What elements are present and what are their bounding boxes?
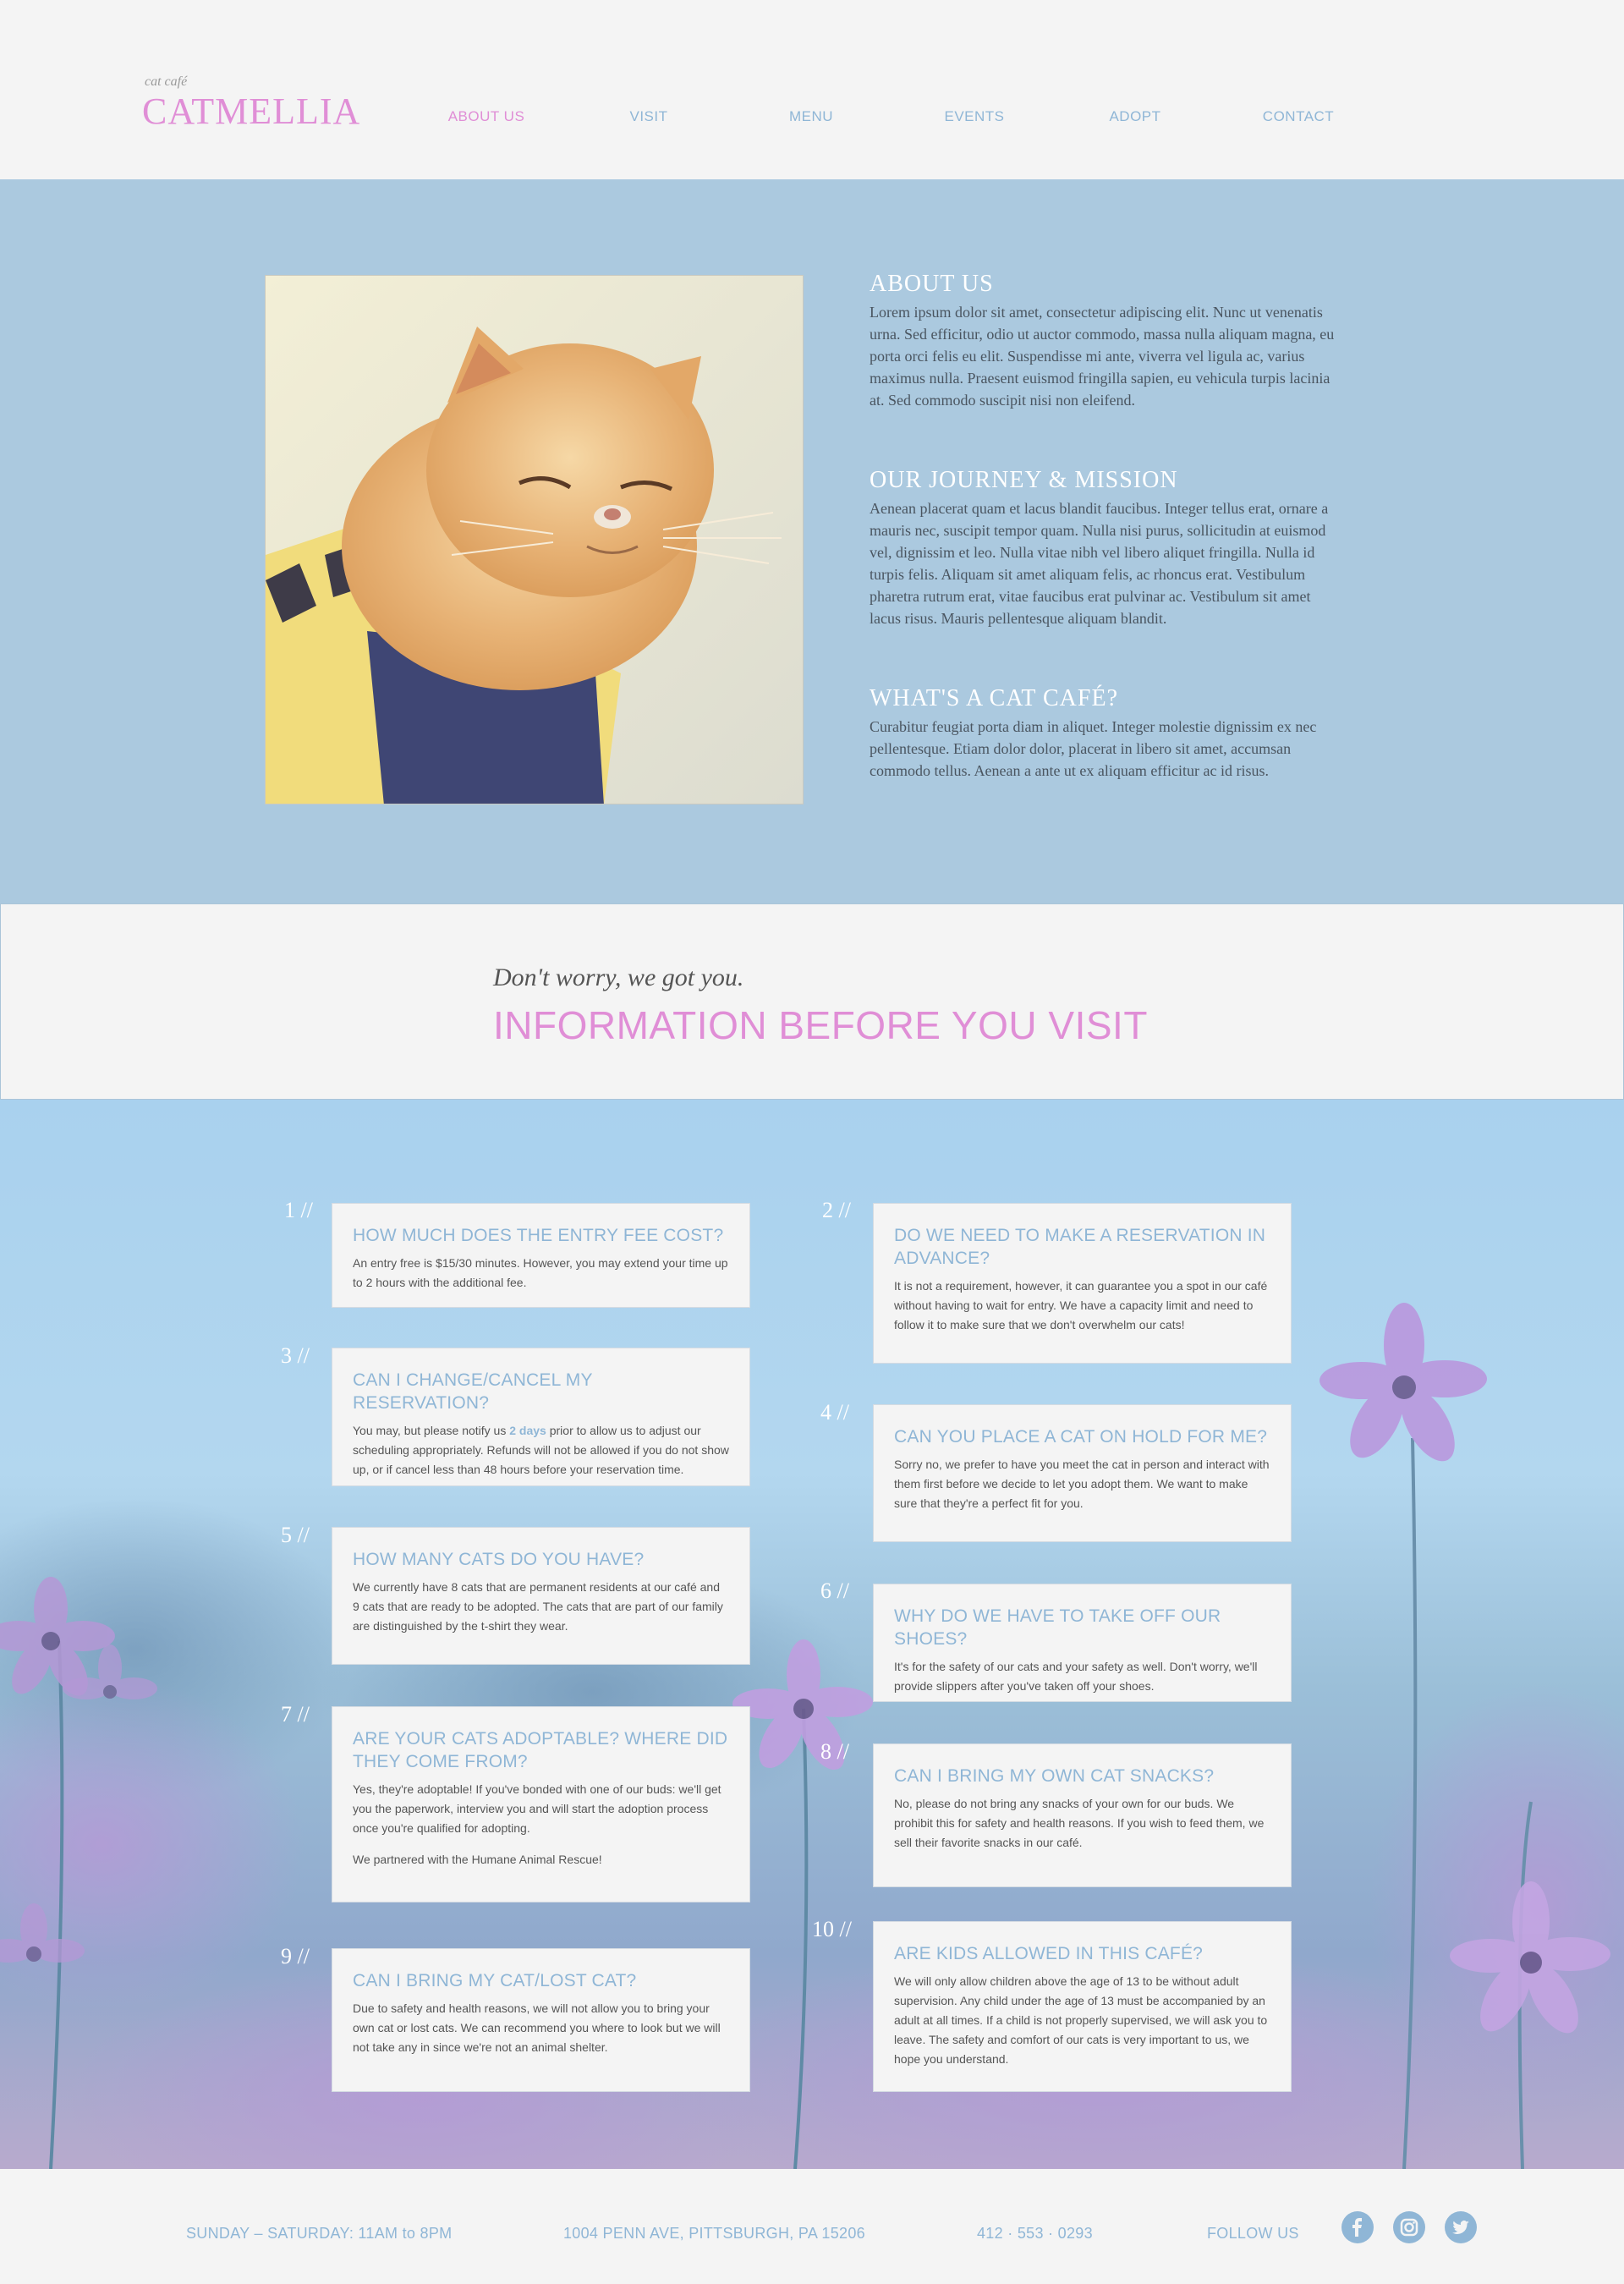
cat-cafe-text: Curabitur feugiat porta diam in aliquet. Integer molestie dignissim ex nec pellentesque. Etiam dolor dolor, placerat in libero sit amet, accumsan commodo tellus. Aenean a ante ut ex aliquam efficitur ac id risus. <box>870 718 1317 779</box>
nav-about-us[interactable]: ABOUT US <box>447 108 525 124</box>
twitter-icon[interactable] <box>1445 2211 1477 2243</box>
site-header <box>0 0 1624 179</box>
faq-question: CAN I BRING MY OWN CAT SNACKS? <box>894 1766 1215 1786</box>
highlight-text: 2 days <box>509 1424 546 1437</box>
faq-question: CAN I CHANGE/CANCEL MY RESERVATION? <box>353 1370 593 1413</box>
footer-phone[interactable]: 412 · 553 · 0293 <box>977 2225 1093 2242</box>
faq-question: CAN YOU PLACE A CAT ON HOLD FOR ME? <box>894 1427 1268 1447</box>
faq-answer <box>353 1421 729 1480</box>
faq-answer: No, please do not bring any snacks of your own for our buds. We prohibit this for safety and health reasons. If you wish to feed them, we sell their favorite snacks in our café. <box>894 1797 1265 1849</box>
faq-number-4: 4 // <box>820 1400 849 1425</box>
about-us-block <box>870 271 1335 411</box>
instagram-icon[interactable] <box>1393 2211 1425 2243</box>
faq-number-6: 6 // <box>820 1578 849 1603</box>
faq-card <box>332 1203 750 1308</box>
info-subtitle: Don't worry, we got you. <box>493 964 744 991</box>
faq-answer-note: We partnered with the Humane Animal Rescue! <box>353 1853 602 1866</box>
faq-number-3: 3 // <box>281 1343 310 1368</box>
nav-contact[interactable]: CONTACT <box>1262 108 1335 124</box>
faq-answer: An entry free is $15/30 minutes. However, you may extend your time up to 2 hours with the additional fee. <box>353 1256 728 1289</box>
faq-card <box>873 1584 1292 1702</box>
faq-card <box>332 1348 750 1486</box>
faq-card <box>873 1404 1292 1542</box>
faq-number-10: 10 // <box>812 1917 852 1941</box>
faq-answer: We will only allow children above the age of 13 to be without adult supervision. Any child under the age of 13 must be accompanied by an adult at all times. If a child is not properly supervised, we will ask you to leave. The safety and comfort of our cats is very important to us, we hope you understand. <box>894 1974 1268 2066</box>
footer-address[interactable]: 1004 PENN AVE, PITTSBURGH, PA 15206 <box>563 2225 865 2242</box>
faq-question: DO WE NEED TO MAKE A RESERVATION IN ADVANCE? <box>894 1226 1266 1268</box>
about-section <box>0 179 1624 903</box>
faq-section <box>0 1100 1624 2169</box>
faq-number-5: 5 // <box>281 1523 310 1547</box>
faq-answer: Yes, they're adoptable! If you've bonded with one of our buds: we'll get you the paperwork, interview you and will start the adoption process once you're qualified for adopting. <box>353 1782 721 1835</box>
footer-hours: SUNDAY – SATURDAY: 11AM to 8PM <box>186 2225 453 2242</box>
faq-number-9: 9 // <box>281 1944 310 1968</box>
journey-mission-heading: OUR JOURNEY & MISSION <box>870 467 1178 493</box>
faq-answer: Sorry no, we prefer to have you meet the cat in person and interact with them first before we decide to let you adopt them. We want to make sure that they're a perfect fit for you. <box>894 1458 1270 1510</box>
faq-card <box>873 1921 1292 2092</box>
nav-menu[interactable]: MENU <box>788 108 834 124</box>
brand-tagline: cat café <box>145 74 188 89</box>
about-us-text: Lorem ipsum dolor sit amet, consectetur adipiscing elit. Nunc ut venenatis urna. Sed efficitur, odio ut auctor commodo, massa nulla aliquam magna, eu porta orci felis eu elit. Suspendisse mi ante, viverra vel ligula ac, varius maximus nulla. Praesent euismod fringilla sapien, eu vehicula turpis lacinia at. Sed commodo suscipit nisi non eleifend. <box>870 304 1335 409</box>
faq-card <box>873 1203 1292 1364</box>
faq-answer-text: prior to allow us to adjust our scheduling appropriately. Refunds will not be allowed if you do not show up, or if cancel less than 48 hours before your reservation time. <box>353 1424 729 1476</box>
faq-number-7: 7 // <box>281 1702 310 1727</box>
site-footer <box>0 2169 1624 2284</box>
faq-answer: It is not a requirement, however, it can guarantee you a spot in our café without having to wait for entry. We have a capacity limit and need to follow it to make sure that we don't overwhelm our cats! <box>894 1279 1268 1331</box>
faq-answer: It's for the safety of our cats and your safety as well. Don't worry, we'll provide slippers after you've taken off your shoes. <box>894 1660 1258 1693</box>
facebook-icon[interactable] <box>1341 2211 1374 2243</box>
faq-answer: Due to safety and health reasons, we will not allow you to bring your own cat or lost cats. We can recommend you where to look but we will not take any in since we're not an animal shelter. <box>353 2001 721 2054</box>
faq-number-2: 2 // <box>822 1198 851 1222</box>
journey-mission-text: Aenean placerat quam et lacus blandit faucibus. Integer tellus erat, ornare a mauris nec, suscipit tempor quam. Nulla nisi purus, sollicitudin at euismod vel, dignissim et leo. Nulla vitae nibh vel libero aliquet fringilla. Nulla id turpis felis. Aliquam sit amet aliquam felis, ac rhoncus erat. Vestibulum pharetra rutrum erat, vitae faucibus erat pulvinar ac. Vestibulum sit amet lacus risus. Mauris pellentesque aliquam blandit. <box>870 500 1329 627</box>
nav-events[interactable]: EVENTS <box>944 108 1005 124</box>
cat-cafe-block <box>870 685 1335 782</box>
flower-background <box>0 1100 1624 2169</box>
faq-question: HOW MUCH DOES THE ENTRY FEE COST? <box>353 1226 724 1245</box>
faq-answer-text: You may, but please notify us <box>353 1424 510 1437</box>
main-nav <box>0 108 1624 129</box>
info-title: INFORMATION BEFORE YOU VISIT <box>493 1003 1148 1047</box>
faq-question: CAN I BRING MY CAT/LOST CAT? <box>353 1971 637 1990</box>
cat-photo <box>265 275 804 804</box>
faq-question: ARE KIDS ALLOWED IN THIS CAFÉ? <box>894 1944 1204 1963</box>
faq-card <box>332 1948 750 2092</box>
faq-answer: We currently have 8 cats that are permanent residents at our café and 9 cats that are ready to be adopted. The cats that are part of our family are distinguished by the t-shirt they wear. <box>353 1580 723 1633</box>
faq-card <box>332 1706 750 1902</box>
brand-logo[interactable]: CATMELLIA <box>142 91 361 132</box>
footer-follow-label: FOLLOW US <box>1207 2225 1299 2242</box>
nav-adopt[interactable]: ADOPT <box>1109 108 1161 124</box>
faq-question: HOW MANY CATS DO YOU HAVE? <box>353 1550 645 1569</box>
about-us-heading: ABOUT US <box>870 271 994 297</box>
cat-cafe-heading: WHAT'S A CAT CAFÉ? <box>870 685 1119 711</box>
faq-question: WHY DO WE HAVE TO TAKE OFF OUR SHOES? <box>894 1606 1221 1649</box>
faq-number-1: 1 // <box>284 1198 313 1222</box>
info-banner <box>0 903 1624 1100</box>
faq-card <box>873 1743 1292 1887</box>
faq-card <box>332 1527 750 1665</box>
journey-mission-block <box>870 467 1335 629</box>
nav-visit[interactable]: VISIT <box>629 108 668 124</box>
faq-question: ARE YOUR CATS ADOPTABLE? WHERE DID THEY COME FROM? <box>353 1729 728 1771</box>
faq-number-8: 8 // <box>820 1739 849 1764</box>
